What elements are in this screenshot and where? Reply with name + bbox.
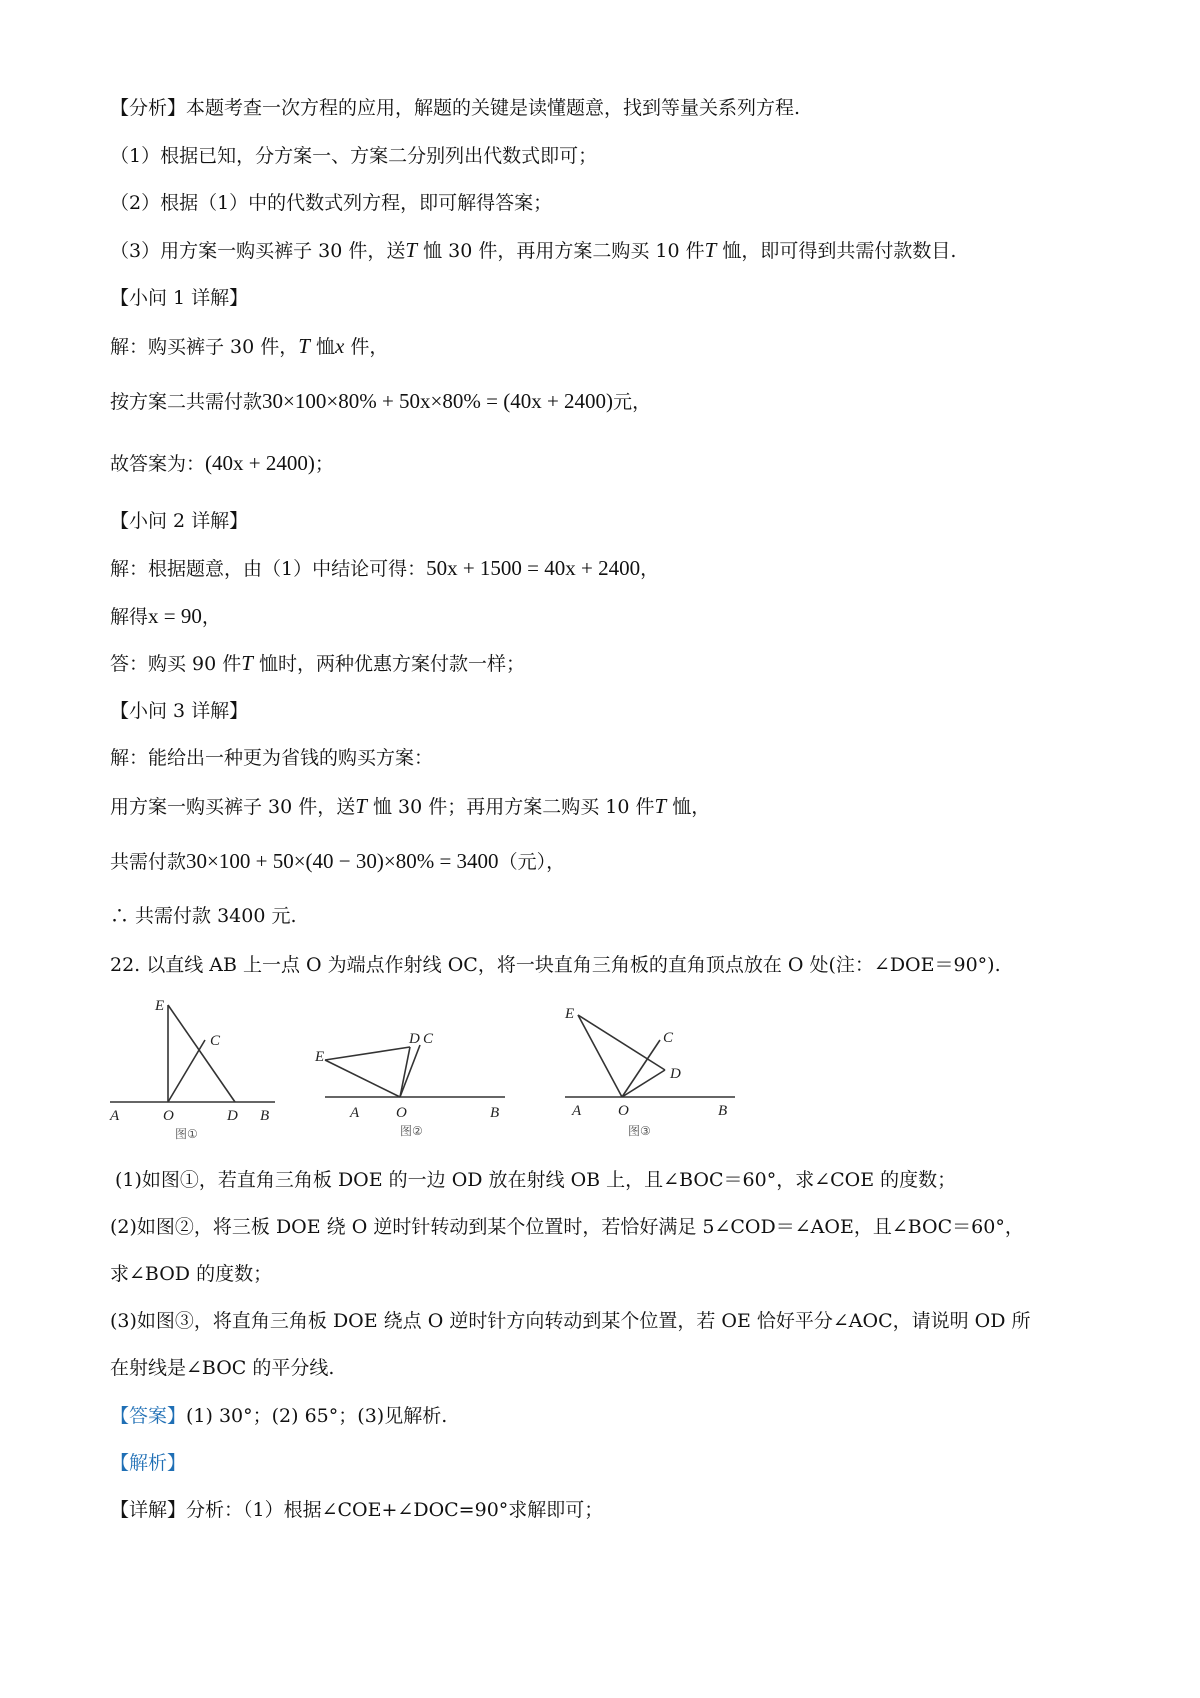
problem22-statement: 22. 以直线 AB 上一点 O 为端点作射线 OC，将一块直角三角板的直角顶点放在 O 处(注：∠DOE＝90°). [110,954,1001,976]
fig3-label-B: B [718,1103,728,1119]
explain-tag: 【解析】 [110,1452,187,1474]
fig3-label-E: E [565,1006,575,1022]
fig3-caption: 图③ [628,1124,651,1138]
problem22-part3-a: (3)如图③，将直角三角板 DOE 绕点 O 逆时针方向转动到某个位置，若 OE 恰好平分∠AOC，请说明 OD 所 [110,1310,1031,1332]
fig3-label-O: O [618,1103,629,1119]
q1-line-2: 按方案二共需付款30×100×80% + 50x×80% = (40x + 2400)元， [110,389,652,413]
figure-1 [105,990,280,1140]
problem22-part2-b: 求∠BOD 的度数； [110,1263,273,1285]
q2-line-1: 解：根据题意，由（1）中结论可得：50x + 1500 = 40x + 2400， [110,556,660,580]
figure-3 [560,1000,740,1140]
q3-line-4: ∴ 共需付款 3400 元. [110,905,297,927]
fig3-label-C: C [663,1030,674,1046]
q3-heading: 【小问 3 详解】 [110,700,249,722]
fig1-label-D: D [227,1108,238,1124]
analysis-line-1: 【分析】本题考查一次方程的应用，解题的关键是读懂题意，找到等量关系列方程. [110,97,801,119]
q1-line-3: 故答案为：(40x + 2400)； [110,451,334,475]
fig1-label-O: O [163,1108,174,1124]
problem22-part3-b: 在射线是∠BOC 的平分线. [110,1357,335,1379]
q2-line-3: 答：购买 90 件T 恤时，两种优惠方案付款一样； [110,651,525,675]
fig1-label-E: E [155,998,165,1014]
answer-line: 【答案】(1) 30°；(2) 65°；(3)见解析. [110,1405,448,1427]
figure-2 [310,1015,510,1140]
detail-line: 【详解】分析：（1）根据∠COE+∠DOC=90°求解即可； [110,1499,604,1521]
fig1-caption: 图① [175,1127,198,1140]
problem22-part2-a: (2)如图②，将三板 DOE 绕 O 逆时针转动到某个位置时，若恰好满足 5∠COD＝∠AOE，且∠BOC＝60°， [110,1216,1024,1238]
fig1-label-A: A [110,1108,120,1124]
fig3-label-D: D [670,1066,681,1082]
fig2-label-C: C [423,1031,434,1047]
analysis-line-3: （2）根据（1）中的代数式列方程，即可解得答案； [110,192,553,214]
fig2-label-D: D [409,1031,420,1047]
fig2-caption: 图② [400,1124,423,1138]
fig2-label-A: A [350,1105,360,1121]
q2-line-2: 解得x = 90， [110,604,221,628]
analysis-line-2: （1）根据已知，分方案一、方案二分别列出代数式即可； [110,145,598,167]
q3-line-1: 解：能给出一种更为省钱的购买方案： [110,747,434,769]
q3-line-3: 共需付款30×100 + 50×(40 − 30)×80% = 3400（元）， [110,849,566,873]
q3-line-2: 用方案一购买裤子 30 件，送T 恤 30 件；再用方案二购买 10 件T 恤， [110,794,711,818]
fig2-label-E: E [315,1049,325,1065]
fig1-label-B: B [260,1108,270,1124]
answer-tag: 【答案】 [110,1405,187,1427]
fig3-label-A: A [572,1103,582,1119]
fig2-label-O: O [396,1105,407,1121]
q1-line-1: 解：购买裤子 30 件，T 恤x 件， [110,334,389,358]
q2-heading: 【小问 2 详解】 [110,510,249,532]
fig1-label-C: C [210,1033,221,1049]
problem22-part1: (1)如图①，若直角三角板 DOE 的一边 OD 放在射线 OB 上，且∠BOC＝60°，求∠COE 的度数； [115,1169,957,1191]
q1-heading: 【小问 1 详解】 [110,287,249,309]
analysis-line-4: （3）用方案一购买裤子 30 件，送T 恤 30 件，再用方案二购买 10 件T 恤，即可得到共需付款数目. [110,238,957,262]
fig2-label-B: B [490,1105,500,1121]
